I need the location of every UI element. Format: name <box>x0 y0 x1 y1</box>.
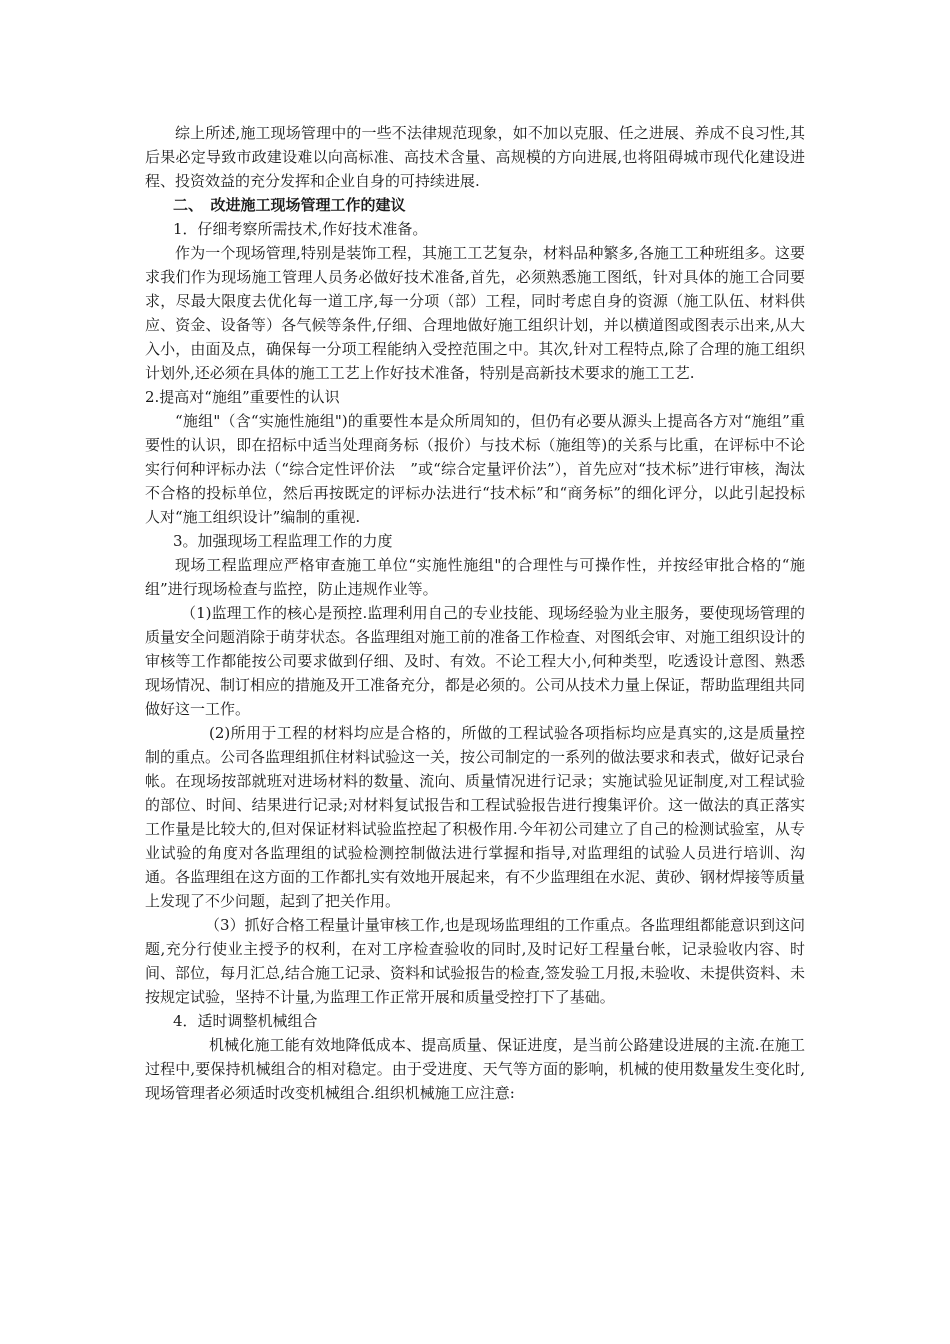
paragraph-supervision-1: （1)监理工作的核心是预控.监理利用自己的专业技能、现场经验为业主服务，要使现场管理的质量安全问题消除于萌芽状态。各监理组对施工前的准备工作检查、对图纸会审、对施工组织设计的审核等工作都能按公司要求做到仔细、及时、有效。不论工程大小,何种类型，吃透设计意图、熟悉现场情况、制订相应的措施及开工准备充分，都是必须的。公司从技术力量上保证，帮助监理组共同做好这一工作。 <box>145 604 806 718</box>
subheading-2: 2.提高对“施组”重要性的认识 <box>145 388 340 406</box>
paragraph-construction-org: “施组"（含“实施性施组")的重要性本是众所周知的，但仍有必要从源头上提高各方对“施组”重要性的认识，即在招标中适当处理商务标（报价）与技术标（施组等)的关系与比重，在评标中不论实行何种评标办法（“综合定性评价法 ”或“综合定量评价法”），首先应对“技术标”进行审核，淘汰不合格的投标单位，然后再按既定的评标办法进行“技术标”和“商务标”的细化评分，以此引起投标人对“施工组织设计”编制的重视. <box>145 412 805 526</box>
paragraph-supervision-2: (2)所用于工程的材料均应是合格的，所做的工程试验各项指标均应是真实的,这是质量控制的重点。公司各监理组抓住材料试验这一关，按公司制定的一系列的做法要求和表式，做好记录台帐。在现场按部就班对进场材料的数量、流向、质量情况进行记录；实施试验见证制度,对工程试验的部位、时间、结果进行记录;对材料复试报告和工程试验报告进行搜集评价。这一做法的真正落实工作量是比较大的,但对保证材料试验监控起了积极作用.今年初公司建立了自己的检测试验室，从专业试验的角度对各监理组的试验检测控制做法进行掌握和指导,对监理组的试验人员进行培训、沟通。各监理组在这方面的工作都扎实有效地开展起来，有不少监理组在水泥、黄砂、钢材焊接等质量上发现了不少问题，起到了把关作用。 <box>145 724 806 910</box>
paragraph-supervision-intro: 现场工程监理应严格审查施工单位“实施性施组"的合理性与可操作性，并按经审批合格的“施组”进行现场检查与监控，防止违规作业等。 <box>145 556 805 598</box>
section-heading-2: 二、 改进施工现场管理工作的建议 <box>173 196 406 214</box>
paragraph-tech-prep: 作为一个现场管理,特别是装饰工程，其施工工艺复杂，材料品种繁多,各施工工种班组多。这要求我们作为现场施工管理人员务必做好技术准备,首先，必须熟悉施工图纸，针对具体的施工合同要求，尽最大限度去优化每一道工序,每一分项（部）工程，同时考虑自身的资源（施工队伍、材料供应、资金、设备等）各气候等条件,仔细、合理地做好施工组织计划，并以横道图或图表示出来,从大入小，由面及点，确保每一分项工程能纳入受控范围之中。其次,针对工程特点,除了合理的施工组织计划外,还必须在具体的施工工艺上作好技术准备，特别是高新技术要求的施工工艺. <box>145 244 805 382</box>
subheading-4: 4．适时调整机械组合 <box>173 1012 318 1030</box>
paragraph-supervision-3: （3）抓好合格工程量计量审核工作,也是现场监理组的工作重点。各监理组都能意识到这问题,充分行使业主授予的权利，在对工序检查验收的同时,及时记好工程量台帐，记录验收内容、时间、部位，每月汇总,结合施工记录、资料和试验报告的检查,签发验工月报,未验收、未提供资料、未按规定试验，坚持不计量,为监理工作正常开展和质量受控打下了基础。 <box>145 916 805 1006</box>
subheading-3: 3。加强现场工程监理工作的力度 <box>173 532 393 550</box>
paragraph-machinery: 机械化施工能有效地降低成本、提高质量、保证进度，是当前公路建设进展的主流.在施工过程中,要保持机械组合的相对稳定。由于受进度、天气等方面的影响，机械的使用数量发生变化时,现场管理者必须适时改变机械组合.组织机械施工应注意: <box>145 1036 805 1102</box>
subheading-1: 1．仔细考察所需技术,作好技术准备。 <box>173 220 428 238</box>
document-page <box>145 121 805 1105</box>
paragraph-summary: 综上所述,施工现场管理中的一些不法律规范现象，如不加以克服、任之进展、养成不良习性,其后果必定导致市政建设难以向高标准、高技术含量、高规模的方向进展,也将阻碍城市现代化建设进程、投资效益的充分发挥和企业自身的可持续进展. <box>145 124 805 190</box>
